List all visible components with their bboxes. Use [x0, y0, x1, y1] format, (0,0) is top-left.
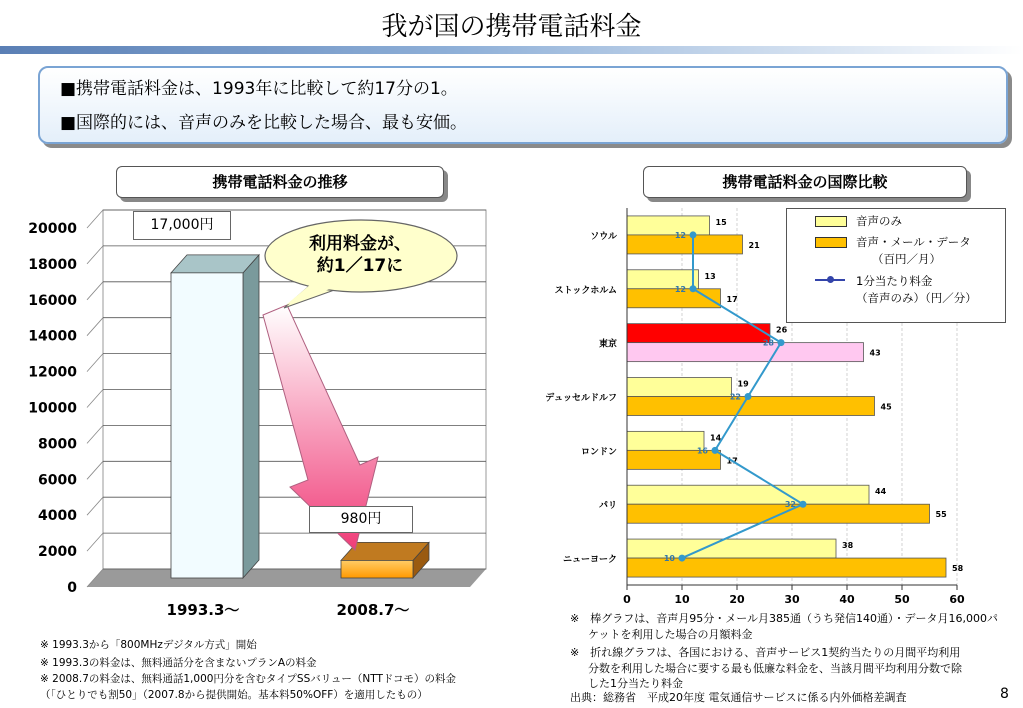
y-tick-label: 4000 — [38, 508, 77, 525]
y-tick-label: 0 — [67, 580, 77, 596]
right-note-5: した1分当たり料金 — [588, 677, 683, 690]
y-category-label: ストックホルム — [554, 285, 617, 296]
bar-voice — [627, 431, 704, 450]
callout-line-1: 利用料金が、 — [309, 234, 411, 254]
bar-voice — [627, 539, 836, 558]
gridline-depth — [87, 282, 103, 300]
page-title: 我が国の携帯電話料金 — [381, 12, 642, 42]
rate-point-label: 12 — [674, 284, 686, 294]
bar-data-value: 17 — [726, 456, 738, 466]
y-category-label: 東京 — [598, 339, 617, 350]
bar-voice-mail-data — [627, 343, 864, 362]
gridline-depth — [87, 246, 103, 264]
summary-box — [38, 66, 1008, 144]
gridline-depth — [87, 461, 103, 479]
legend-label-voice: 音声のみ — [856, 214, 902, 228]
y-tick-label: 6000 — [38, 472, 77, 489]
bar-voice-value: 26 — [776, 325, 788, 335]
left-note-4: （「ひとりでも割50」（2007.8から提供開始。基本料50%OFF）を適用したもの） — [40, 689, 428, 701]
rate-point-label: 32 — [784, 500, 796, 510]
y-tick-label: 12000 — [28, 364, 77, 381]
rate-point-label: 16 — [696, 446, 708, 456]
x-tick-label: 0 — [623, 593, 631, 606]
gridline-depth — [87, 354, 103, 372]
rate-point — [800, 501, 807, 508]
rate-point-label: 28 — [762, 338, 774, 348]
bar-data-value: 58 — [952, 564, 964, 574]
bar-value-label-1993: 17,000円 — [133, 211, 231, 240]
intl-legend — [786, 208, 1006, 323]
bar-voice — [627, 485, 869, 504]
bar-voice-value: 15 — [715, 217, 727, 227]
bar-voice-mail-data — [627, 397, 875, 416]
right-panel-heading: 携帯電話料金の国際比較 — [643, 166, 967, 198]
gridline-depth — [87, 318, 103, 336]
right-note-2: ケットを利用した場合の月額料金 — [588, 628, 753, 641]
x-tick-label: 30 — [784, 593, 800, 606]
bar-value-label-2008: 980円 — [309, 506, 413, 533]
bar-voice-mail-data — [627, 289, 721, 308]
gridline-depth — [87, 210, 103, 228]
legend-label-rate: 1分当たり料金 — [856, 274, 933, 288]
summary-line-1: ■携帯電話料金は、1993年に比較して約17分の1。 — [60, 79, 458, 99]
page-number: 8 — [1000, 686, 1009, 702]
rate-point — [690, 285, 697, 292]
y-tick-label: 10000 — [28, 400, 77, 417]
summary-line-2: ■国際的には、音声のみを比較した場合、最も安価。 — [60, 113, 468, 133]
y-tick-label: 14000 — [28, 328, 77, 345]
bar-top — [171, 255, 259, 273]
bar-voice-value: 14 — [710, 433, 722, 443]
bar — [341, 560, 413, 578]
bar-data-value: 55 — [935, 510, 947, 520]
gridline-depth — [87, 533, 103, 551]
bar-voice — [627, 324, 770, 343]
y-tick-label: 18000 — [28, 256, 77, 273]
y-category-label: ニューヨーク — [562, 555, 617, 566]
rate-point — [745, 393, 752, 400]
bar-voice-value: 44 — [875, 487, 887, 497]
x-tick-label: 10 — [674, 593, 690, 606]
bar-voice — [627, 270, 699, 289]
bar-voice-mail-data — [627, 504, 930, 523]
rate-point-label: 12 — [674, 230, 686, 240]
legend-marker-rate — [827, 276, 834, 283]
legend-label-rate-unit: （音声のみ）（円／分） — [856, 291, 977, 305]
right-note-3: ※ 折れ線グラフは、各国における、音声サービス1契約当たりの月間平均利用 — [570, 646, 961, 659]
gridline-depth — [87, 497, 103, 515]
x-category-label: 2008.7〜 — [336, 601, 410, 619]
bar — [171, 273, 243, 578]
bar-voice — [627, 216, 710, 235]
y-category-label: ソウル — [590, 231, 617, 242]
plot-floor — [87, 569, 486, 587]
bar-voice — [627, 378, 732, 397]
y-tick-label: 20000 — [28, 221, 77, 237]
rate-point — [690, 231, 697, 238]
rate-point — [778, 339, 785, 346]
bar-data-value: 21 — [748, 240, 760, 250]
legend-label-data-unit: （百円／月） — [872, 252, 941, 266]
left-panel-heading: 携帯電話料金の推移 — [116, 166, 444, 198]
legend-label-data: 音声・メール・データ — [856, 235, 971, 249]
legend-swatch-data — [815, 237, 847, 248]
rate-point — [712, 447, 719, 454]
bar-data-value: 17 — [726, 294, 738, 304]
y-category-label: ロンドン — [580, 447, 617, 458]
title-rule — [0, 46, 1023, 54]
rate-point-label: 22 — [729, 392, 741, 402]
left-note-2: ※ 1993.3の料金は、無料通話分を含まないプランAの料金 — [40, 657, 317, 669]
rate-point-label: 10 — [663, 554, 675, 564]
x-tick-label: 40 — [839, 593, 855, 606]
right-note-4: 分数を利用した場合に要する最も低廉な料金を、当該月間平均利用分数で除 — [588, 662, 962, 675]
bar-data-value: 43 — [869, 348, 881, 358]
y-category-label: デュッセルドルフ — [545, 393, 617, 404]
x-category-label: 1993.3〜 — [166, 601, 240, 619]
right-note-1: ※ 棒グラフは、音声月95分・メール月385通（うち発信140通）・データ月16,000パ — [570, 612, 998, 625]
legend-swatch-voice — [815, 216, 847, 227]
y-tick-label: 16000 — [28, 292, 77, 309]
callout-line-2: 約1／17に — [316, 256, 404, 276]
bar-voice-value: 13 — [704, 271, 716, 281]
y-tick-label: 8000 — [38, 436, 77, 453]
bar-voice-value: 19 — [737, 379, 749, 389]
x-tick-label: 50 — [894, 593, 910, 606]
y-tick-label: 2000 — [38, 544, 77, 561]
x-tick-label: 20 — [729, 593, 745, 606]
y-category-label: パリ — [598, 501, 617, 512]
source-note: 出典：総務省 平成20年度 電気通信サービスに係る内外価格差調査 — [570, 691, 907, 704]
callout-text — [270, 233, 450, 277]
left-note-3: ※ 2008.7の料金は、無料通話1,000円分を含むタイプSSバリュー（NTTドコモ）の料金 — [40, 673, 457, 685]
bar-data-value: 45 — [880, 402, 892, 412]
gridline-depth — [87, 425, 103, 443]
rate-point — [679, 555, 686, 562]
x-tick-label: 60 — [949, 593, 965, 606]
gridline-depth — [87, 390, 103, 408]
bar-voice-value: 38 — [842, 541, 854, 551]
left-note-1: ※ 1993.3から「800MHzデジタル方式」開始 — [40, 639, 257, 651]
